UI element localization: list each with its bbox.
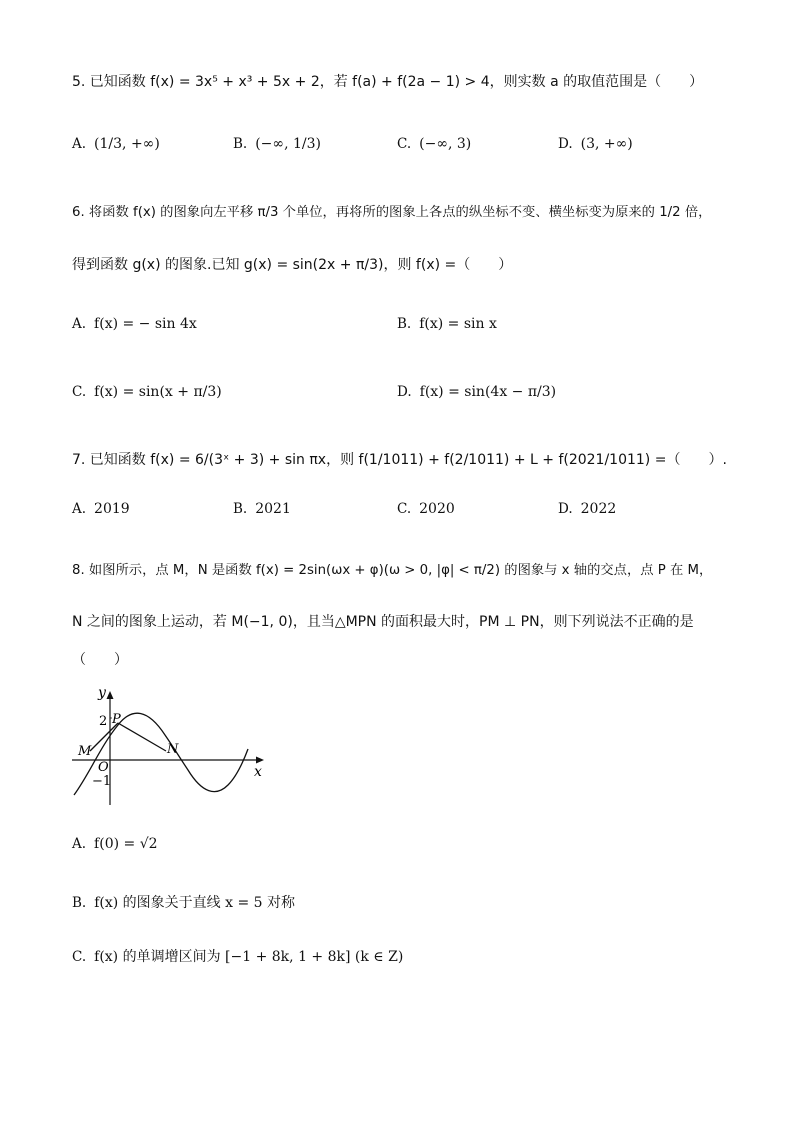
option-label: C. bbox=[72, 384, 87, 400]
option-label: B. bbox=[72, 895, 87, 911]
option-label: B. bbox=[233, 136, 248, 152]
option-label: B. bbox=[233, 501, 248, 517]
option-text: f(x) = − sin 4x bbox=[94, 316, 197, 332]
option-label: A. bbox=[72, 316, 87, 332]
option-text: f(x) = sin(4x − π/3) bbox=[419, 384, 557, 400]
label-y: y bbox=[98, 685, 106, 701]
label-two: 2 bbox=[99, 714, 108, 729]
option-label: A. bbox=[72, 136, 87, 152]
q7-option-b bbox=[233, 501, 291, 517]
option-text: f(x) 的图象关于直线 x = 5 对称 bbox=[94, 895, 296, 911]
label-n: N bbox=[167, 742, 179, 757]
q5-option-d bbox=[558, 136, 633, 152]
q5-option-a bbox=[72, 136, 160, 152]
label-o: O bbox=[98, 760, 109, 775]
q6-stem-line1: 6. 将函数 f(x) 的图象向左平移 π/3 个单位，再将所的图象上各点的纵坐标不变、横坐标变为原来的 1/2 倍， bbox=[72, 205, 712, 220]
option-label: D. bbox=[397, 384, 412, 400]
option-label: C. bbox=[397, 136, 412, 152]
option-text: f(0) = √2 bbox=[94, 836, 158, 852]
option-text: (1/3, +∞) bbox=[94, 136, 160, 152]
q6-option-c bbox=[72, 384, 222, 400]
option-text: f(x) 的单调增区间为 [−1 + 8k, 1 + 8k] (k ∈ Z) bbox=[94, 949, 404, 965]
q8-option-b bbox=[72, 892, 295, 912]
q5-stem: 5. 已知函数 f(x) = 3x⁵ + x³ + 5x + 2，若 f(a) + f(2a − 1) > 4，则实数 a 的取值范围是（ ） bbox=[72, 74, 704, 90]
label-p: P bbox=[112, 712, 121, 727]
option-text: 2019 bbox=[94, 501, 130, 517]
option-label: A. bbox=[72, 836, 87, 852]
q8-stem-line3: （ ） bbox=[72, 652, 128, 668]
option-label: A. bbox=[72, 501, 87, 517]
q5-option-c bbox=[397, 136, 471, 152]
q7-option-d bbox=[558, 501, 616, 517]
q8-stem-line1: 8. 如图所示，点 M，N 是函数 f(x) = 2sin(ωx + φ)(ω > 0, |φ| < π/2) 的图象与 x 轴的交点，点 P 在 M， bbox=[72, 563, 713, 578]
option-label: D. bbox=[558, 501, 573, 517]
q6-stem-line2: 得到函数 g(x) 的图象.已知 g(x) = sin(2x + π/3)，则 f(x) =（ ） bbox=[72, 257, 513, 273]
q7-stem: 7. 已知函数 f(x) = 6/(3ˣ + 3) + sin πx，则 f(1/1011) + f(2/1011) + L + f(2021/1011) =（ ）. bbox=[72, 452, 727, 468]
q6-option-a bbox=[72, 316, 197, 332]
option-label: D. bbox=[558, 136, 573, 152]
y-axis-arrow-icon bbox=[107, 691, 114, 699]
q6-option-b bbox=[397, 316, 497, 332]
option-text: f(x) = sin(x + π/3) bbox=[94, 384, 222, 400]
option-text: (3, +∞) bbox=[580, 136, 633, 152]
option-label: C. bbox=[397, 501, 412, 517]
option-text: f(x) = sin x bbox=[419, 316, 497, 332]
option-label: C. bbox=[72, 949, 87, 965]
q6-option-d bbox=[397, 384, 556, 400]
option-text: 2020 bbox=[419, 501, 455, 517]
option-label: B. bbox=[397, 316, 412, 332]
label-m: M bbox=[78, 744, 92, 759]
option-text: 2021 bbox=[255, 501, 291, 517]
option-text: (−∞, 1/3) bbox=[255, 136, 321, 152]
x-axis-arrow-icon bbox=[256, 757, 264, 764]
label-neg1: −1 bbox=[92, 774, 112, 789]
q8-option-c bbox=[72, 946, 403, 966]
sine-graph-figure bbox=[70, 685, 270, 810]
q5-option-b bbox=[233, 136, 321, 152]
q7-option-a bbox=[72, 501, 130, 517]
q8-stem-line2: N 之间的图象上运动，若 M(−1, 0)，且当△MPN 的面积最大时，PM ⊥ PN，则下列说法不正确的是 bbox=[72, 614, 694, 630]
q7-option-c bbox=[397, 501, 455, 517]
option-text: 2022 bbox=[580, 501, 617, 517]
option-text: (−∞, 3) bbox=[419, 136, 472, 152]
label-x: x bbox=[254, 764, 262, 780]
q8-option-a bbox=[72, 836, 158, 852]
